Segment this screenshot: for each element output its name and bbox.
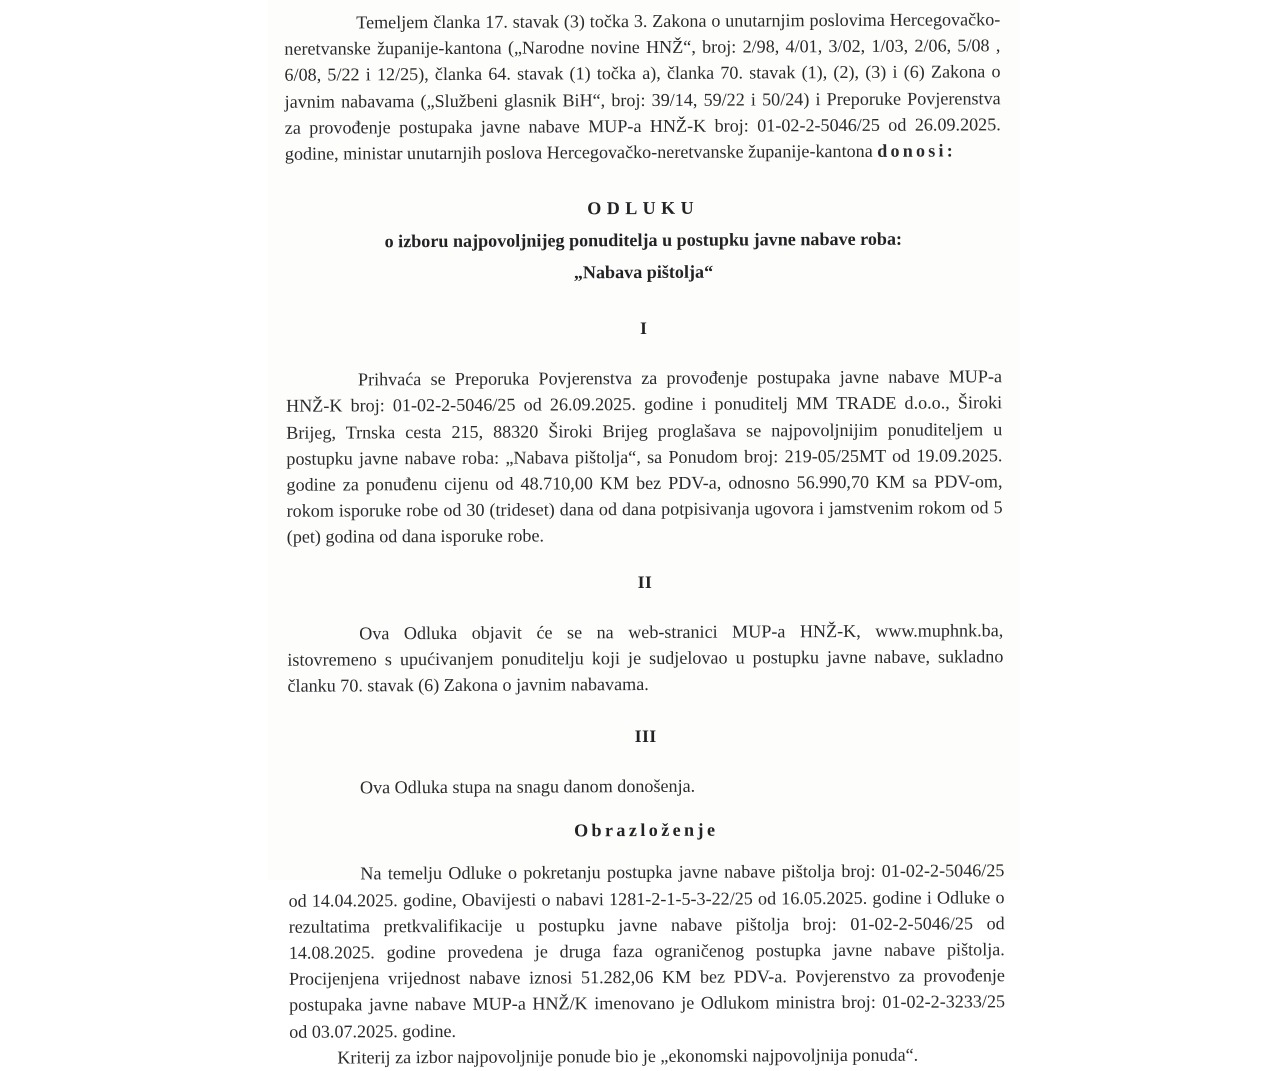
- preamble-paragraph: [284, 6, 1001, 167]
- preamble-donosi: donosi:: [877, 140, 957, 161]
- section-1-paragraph: Prihvaća se Preporuka Povjerenstva za provođenje postupaka javne nabave MUP-a HNŽ-K broj: 01-02-2-5046/25 od 26.09.2025. godine i ponuditelj MM TRADE d.o.o., Široki Brijeg, Trnska cesta 215, 88320 Široki Brijeg proglašava se najpovoljnijim ponuditeljem u postupku javne nabave roba: „Nabava pištolja“, sa Ponudom broj: 219-05/25MT od 19.09.2025. godine za ponuđenu cijenu od 48.710,00 KM bez PDV-a, odnosno 56.990,70 KM sa PDV-om, rokom isporuke robe od 30 (trideset) dana od dana potpisivanja ugovora i jamstvenim rokom od 5 (pet) godina od dana isporuke robe.: [286, 366, 1003, 548]
- preamble-text: Temeljem članka 17. stavak (3) točka 3. Zakona o unutarnjim poslovima Hercegovačko-neretvanske županije-kantona („Narodne novine HNŽ“, broj: 2/98, 4/01, 3/02, 1/03, 2/06, 5/08 , 6/08, 5/22 i 12/25), članka 64. stavak (1) točka a), članka 70. stavak (1), (2), (3) i (6) Zakona o javnim nabavama („Službeni glasnik BiH“, broj: 39/14, 59/22 i 50/24) i Preporuke Povjerenstva za provođenje postupaka javne nabave MUP-a HNŽ-K broj: 01-02-2-5046/25 od 26.09.2025. godine, ministar unutarnjih poslova Hercegovačko-neretvanske županije-kantona: [284, 9, 1001, 164]
- explanation-heading: Obrazloženje: [573, 820, 719, 841]
- decision-title: ODLUKU: [587, 197, 700, 219]
- section-numeral-1: I: [640, 318, 648, 339]
- explanation-paragraph-1: Na temelju Odluke o pokretanju postupka javne nabave pištolja broj: 01-02-2-5046/25 od 14.04.2025. godine, Obavijesti o nabavi 1281-2-1-5-3-22/25 od 16.05.2025. godine i Odluke o rezultatima pretkvalifikacije u postupku javne nabave pištolja broj: 01-02-2-5046/25 od 14.08.2025. godine provedena je druga faza ograničenog postupka javne nabave pištolja. Procijenjena vrijednost nabave iznosi 51.282,06 KM bez PDV-a. Povjerenstvo za provođenje postupaka javne nabave MUP-a HNŽ/K imenovano je Odlukom ministra broj: 01-02-2-3233/25 od 03.07.2025. godine.: [288, 860, 1006, 1042]
- section-numeral-3: III: [634, 726, 657, 747]
- section-2-paragraph: Ova Odluka objavit će se na web-stranici MUP-a HNŽ-K, www.muphnk.ba, istovremeno s upućivanjem ponuditelju koji je sudjelovao u postupku javne nabave, sukladno članku 70. stavak (6) Zakona o javnim nabavama.: [287, 619, 1004, 696]
- section-3-paragraph: Ova Odluka stupa na snagu danom donošenja.: [359, 776, 696, 798]
- explanation-paragraph-2: Kriterij za izbor najpovoljnije ponude bio je „ekonomski najpovoljnija ponuda“.: [337, 1044, 919, 1068]
- procurement-name: „Nabava pištolja“: [573, 261, 714, 283]
- document-body: [284, 0, 1006, 1068]
- section-numeral-2: II: [637, 571, 653, 592]
- decision-subtitle: o izboru najpovoljnijeg ponuditelja u postupku javne nabave roba:: [384, 228, 903, 252]
